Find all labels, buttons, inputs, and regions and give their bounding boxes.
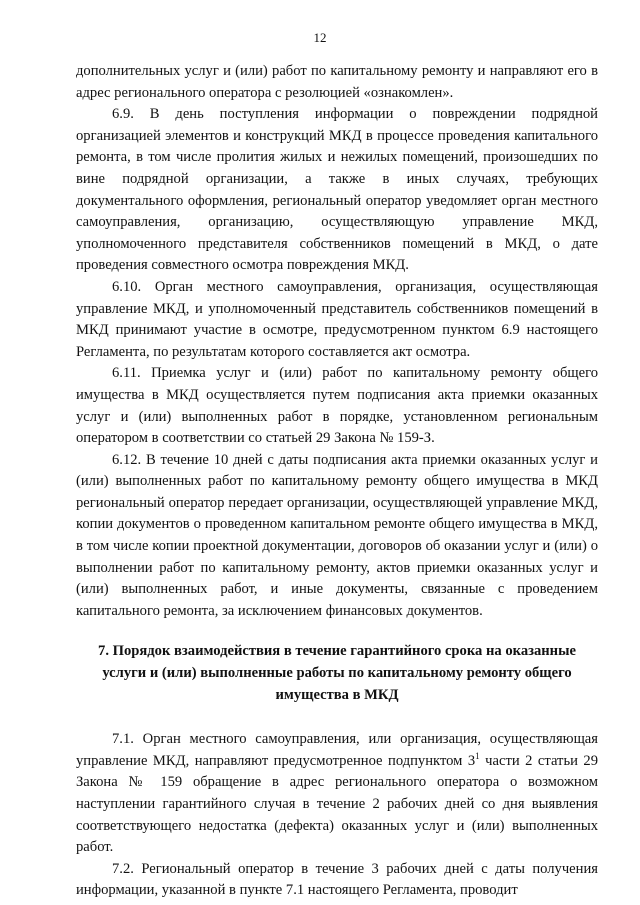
paragraph-6-12: 6.12. В течение 10 дней с даты подписания акта приемки оказанных услуг и (или) выполненных работ по капитальному ремонту общего имущества в МКД региональный оператор передает организации, осуществляющей управление МКД, копии документов о проведенном капитальном ремонте общего имущества в МКД, в том числе копии проектной документации, договоров об оказании услуг и (или) о выполнении работ по капитальному ремонту, актов приемки оказанных услуг и (или) выполненных работ, и иные документы, связанные с проведением капитального ремонта, за исключением финансовых документов.	[76, 451, 598, 619]
paragraph-6-11: 6.11. Приемка услуг и (или) работ по капитальному ремонту общего имущества в МКД осуществляется путем подписания акта приемки оказанных услуг и (или) выполненных работ в порядке, установленном региональным оператором в соответствии со статьей 29 Закона № 159-З.	[76, 365, 598, 447]
paragraph-7-1	[76, 729, 598, 859]
paragraph-7-1-text-a: 7.1. Орган местного самоуправления, или организация, осуществляющая управление МКД, направляют предусмотренное подпунктом 3	[76, 731, 598, 769]
paragraph-6-9: 6.9. В день поступления информации о повреждении подрядной организацией элементов и конструкций МКД в процессе проведения капитального ремонта, в том числе пролития жилых и нежилых помещений, произошедших по вине подрядной организации, а также в иных случаях, требующих документального оформления, региональный оператор уведомляет орган местного самоуправления, организацию, осуществляющую управление МКД, уполномоченного представителя собственников помещений в МКД, о дате проведения совместного осмотра повреждения МКД.	[76, 106, 598, 274]
section-heading-7: 7. Порядок взаимодействия в течение гарантийного срока на оказанные услуги и (или) выполненные работы по капитальному ремонту общего имущества в МКД	[98, 643, 576, 703]
paragraph-7-1-text-b: части 2 статьи 29 Закона № 159 обращение в адрес регионального оператора о возможном наступлении гарантийного случая в течение 2 рабочих дней со дня выявления соответствующего недостатка (дефекта) оказанных услуг и (или) выполненных работ.	[76, 752, 598, 856]
page-number: 12	[313, 30, 327, 45]
paragraph-6-10: 6.10. Орган местного самоуправления, организация, осуществляющая управление МКД, и уполномоченный представитель собственников помещений в МКД принимают участие в осмотре, предусмотренном пунктом 6.9 настоящего Регламента, по результатам которого составляется акт осмотра.	[76, 278, 598, 360]
superscript-mark: 1	[475, 750, 480, 761]
paragraph-continuation: дополнительных услуг и (или) работ по капитальному ремонту и направляют его в адрес регионального оператора с резолюцией «ознакомлен».	[76, 63, 598, 101]
paragraph-7-2: 7.2. Региональный оператор в течение 3 рабочих дней с даты получения информации, указанной в пункте 7.1 настоящего Регламента, проводит	[76, 860, 598, 899]
document-body	[76, 61, 598, 902]
